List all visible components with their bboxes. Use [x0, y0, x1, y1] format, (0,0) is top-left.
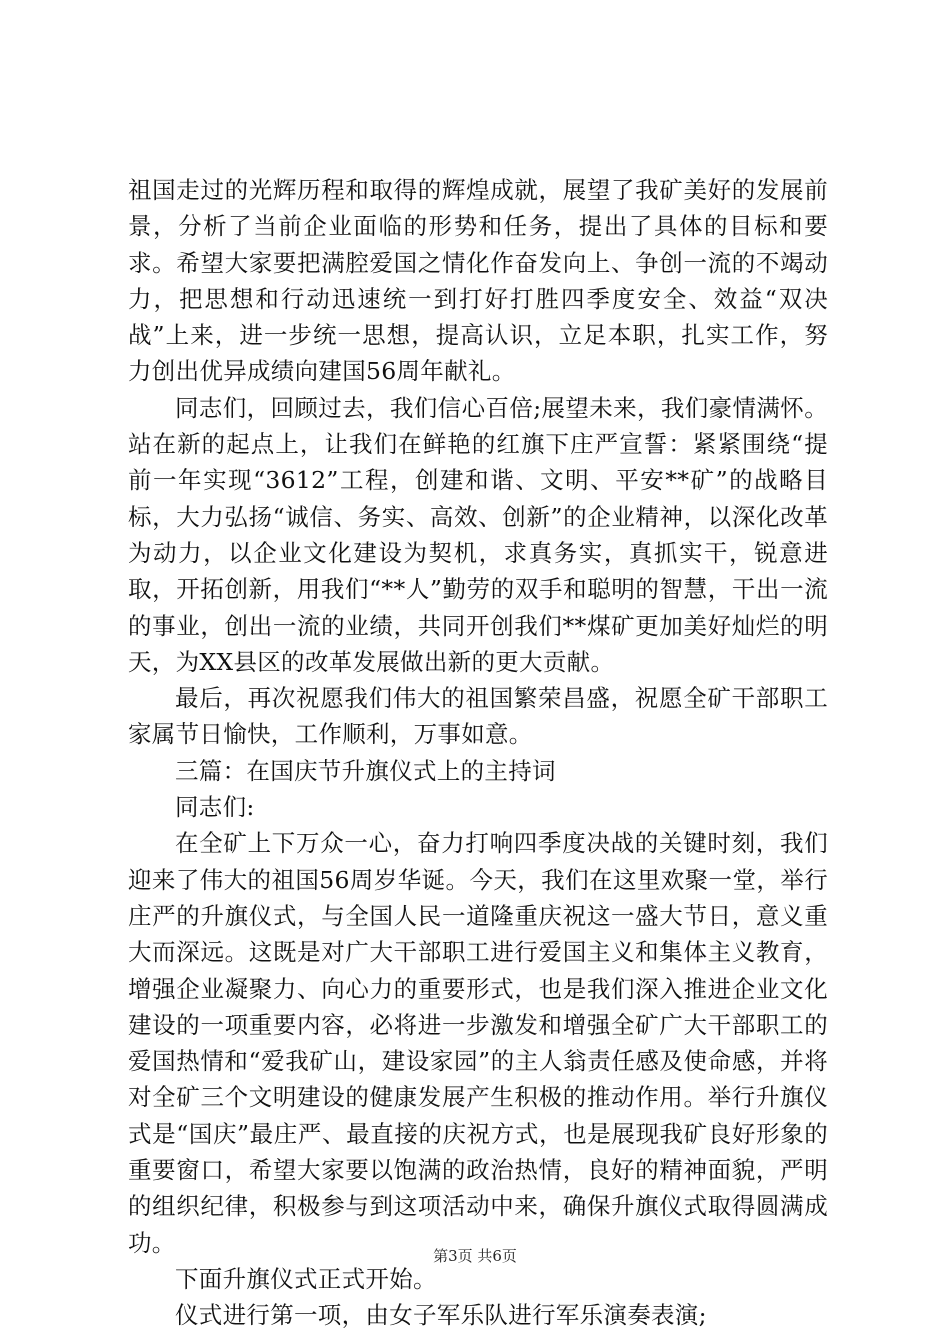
page-number-footer: 第3页 共6页	[433, 1247, 517, 1265]
paragraph-ceremony-intro: 在全矿上下万众一心，奋力打响四季度决战的关键时刻，我们迎来了伟大的祖国56周岁华诞。今天，我们在这里欢聚一堂，举行庄严的升旗仪式，与全国人民一道隆重庆祝这一盛大节日，意义重大而深远。这既是对广大干部职工进行爱国主义和集体主义教育，增强企业凝聚力、向心力的重要形式，也是我们深入推进企业文化建设的一项重要内容，必将进一步激发和增强全矿广大干部职工的爱国热情和“爱我矿山，建设家园”的主人翁责任感及使命感，并将对全矿三个文明建设的健康发展产生积极的推动作用。举行升旗仪式是“国庆”最庄严、最直接的庆祝方式，也是展现我矿良好形象的重要窗口，希望大家要以饱满的政治热情，良好的精神面貌，严明的组织纪律，积极参与到这项活动中来，确保升旗仪式取得圆满成功。	[128, 829, 828, 1257]
paragraph-first-item: 仪式进行第一项，由女子军乐队进行军乐演奏表演;	[175, 1301, 707, 1330]
paragraph-ceremony-start: 下面升旗仪式正式开始。	[175, 1264, 437, 1293]
paragraph-closing-wishes: 最后，再次祝愿我们伟大的祖国繁荣昌盛，祝愿全矿干部职工家属节日愉快，工作顺利，万事如意。	[128, 684, 828, 749]
paragraph-continuation: 祖国走过的光辉历程和取得的辉煌成就，展望了我矿美好的发展前景，分析了当前企业面临的形势和任务，提出了具体的目标和要求。希望大家要把满腔爱国之情化作奋发向上、争创一流的不竭动力，把思想和行动迅速统一到打好打胜四季度安全、效益“双决战”上来，进一步统一思想，提高认识，立足本职，扎实工作，努力创出优异成绩向建国56周年献礼。	[128, 176, 828, 386]
section-heading: 三篇：在国庆节升旗仪式上的主持词	[175, 756, 556, 785]
document-body	[128, 172, 828, 1334]
salutation: 同志们:	[175, 793, 255, 822]
paragraph-comrades-review: 同志们，回顾过去，我们信心百倍;展望未来，我们豪情满怀。站在新的起点上，让我们在鲜艳的红旗下庄严宣誓：紧紧围绕“提前一年实现“3612”工程，创建和谐、文明、平安**矿”的战略目标，大力弘扬“诚信、务实、高效、创新”的企业精神，以深化改革为动力，以企业文化建设为契机，求真务实，真抓实干，锐意进取，开拓创新，用我们“**人”勤劳的双手和聪明的智慧，干出一流的事业，创出一流的业绩，共同开创我们**煤矿更加美好灿烂的明天，为XX县区的改革发展做出新的更大贡献。	[128, 393, 828, 676]
